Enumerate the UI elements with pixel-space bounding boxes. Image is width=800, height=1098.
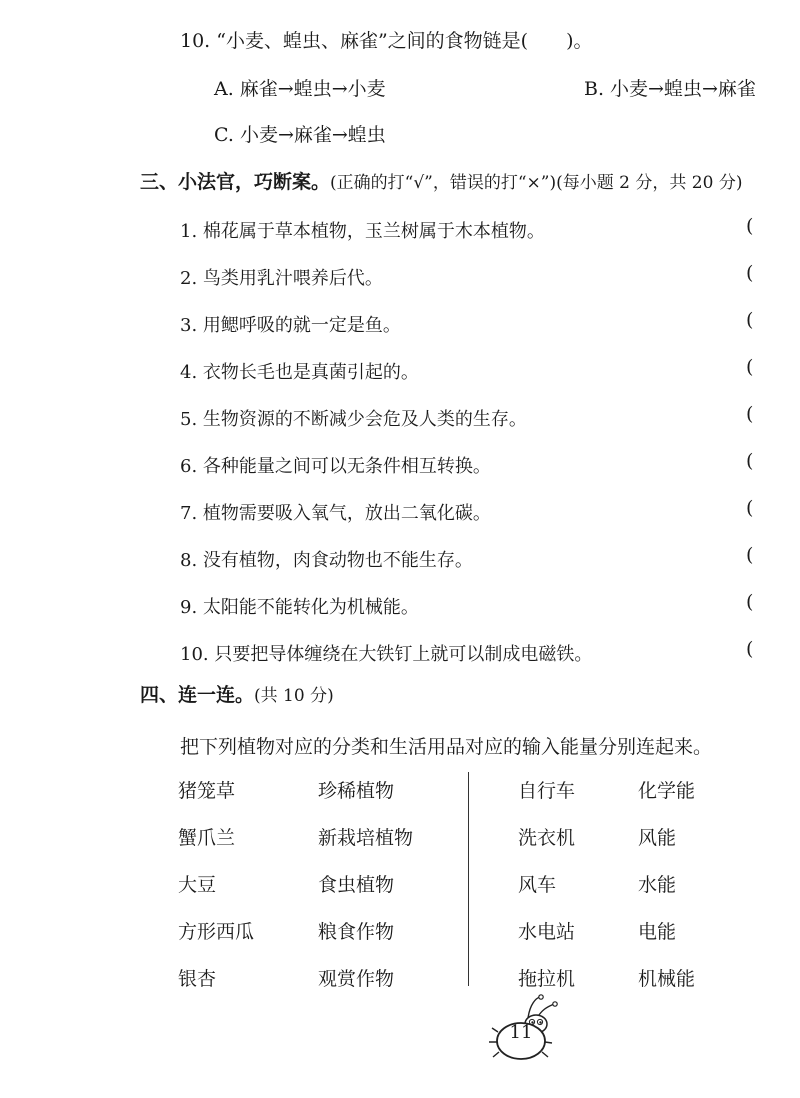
section-4-heading: 四、连一连。 — [140, 684, 255, 706]
energy-type: 风能 — [638, 827, 677, 849]
question-10-stem: 10. “小麦、蝗虫、麻雀”之间的食物链是( )。 — [180, 30, 593, 52]
answer-paren: ( — [746, 309, 754, 331]
answer-paren: ( — [746, 591, 754, 613]
judgment-item-8: 8. 没有植物，肉食动物也不能生存。 — [180, 550, 473, 571]
section-3-heading: 三、小法官，巧断案。 — [140, 171, 331, 193]
answer-paren: ( — [746, 450, 754, 472]
page-number: 11 — [509, 1022, 533, 1043]
plant-name: 蟹爪兰 — [178, 827, 236, 849]
judgment-item-4: 4. 衣物长毛也是真菌引起的。 — [180, 362, 419, 383]
answer-paren: ( — [746, 262, 754, 284]
household-item: 拖拉机 — [518, 968, 576, 990]
judgment-item-1: 1. 棉花属于草本植物，玉兰树属于木本植物。 — [180, 221, 545, 242]
plant-name: 猪笼草 — [178, 780, 236, 802]
answer-paren: ( — [746, 497, 754, 519]
judgment-item-9: 9. 太阳能不能转化为机械能。 — [180, 597, 419, 618]
section-4-note: (共 10 分) — [254, 686, 334, 706]
energy-type: 化学能 — [638, 780, 696, 802]
judgment-item-7: 7. 植物需要吸入氧气，放出二氧化碳。 — [180, 503, 491, 524]
energy-type: 电能 — [638, 921, 677, 943]
plant-category: 粮食作物 — [318, 921, 395, 943]
plant-category: 观赏作物 — [318, 968, 395, 990]
household-item: 洗衣机 — [518, 827, 576, 849]
judgment-item-10: 10. 只要把导体缠绕在大铁钉上就可以制成电磁铁。 — [180, 644, 593, 665]
household-item: 自行车 — [518, 780, 576, 802]
question-10-option-c: C. 小麦→麻雀→蝗虫 — [214, 124, 386, 146]
plant-name: 大豆 — [178, 874, 217, 896]
answer-paren: ( — [746, 638, 754, 660]
plant-category: 食虫植物 — [318, 874, 395, 896]
answer-paren: ( — [746, 356, 754, 378]
energy-type: 机械能 — [638, 968, 696, 990]
plant-category: 珍稀植物 — [318, 780, 395, 802]
answer-paren: ( — [746, 215, 754, 237]
plant-name: 银杏 — [178, 968, 217, 990]
plant-category: 新栽培植物 — [318, 827, 414, 849]
section-4-instruction: 把下列植物对应的分类和生活用品对应的输入能量分别连起来。 — [180, 736, 713, 758]
judgment-item-3: 3. 用鳃呼吸的就一定是鱼。 — [180, 315, 401, 336]
judgment-item-6: 6. 各种能量之间可以无条件相互转换。 — [180, 456, 491, 477]
section-4-header — [140, 680, 334, 707]
energy-type: 水能 — [638, 874, 677, 896]
question-10-option-b: B. 小麦→蝗虫→麻雀 — [584, 78, 756, 100]
question-10-option-a: A. 麻雀→蝗虫→小麦 — [214, 78, 386, 100]
household-item: 风车 — [518, 874, 557, 896]
section-3-header — [140, 167, 742, 194]
household-item: 水电站 — [518, 921, 576, 943]
section-3-note: (正确的打“√”，错误的打“×”)(每小题 2 分，共 20 分) — [330, 173, 743, 193]
judgment-item-5: 5. 生物资源的不断减少会危及人类的生存。 — [180, 409, 527, 430]
answer-paren: ( — [746, 403, 754, 425]
column-divider — [468, 772, 469, 986]
plant-name: 方形西瓜 — [178, 921, 255, 943]
judgment-item-2: 2. 鸟类用乳汁喂养后代。 — [180, 268, 383, 289]
answer-paren: ( — [746, 544, 754, 566]
